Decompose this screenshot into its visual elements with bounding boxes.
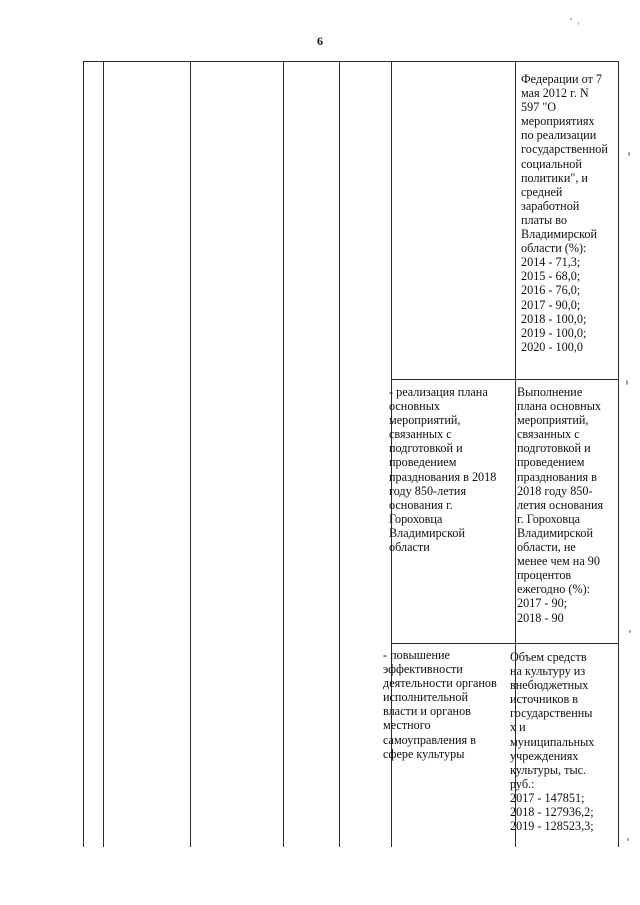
scan-speck [629,630,631,633]
scan-speck [628,152,630,156]
scan-speck [578,22,579,25]
column-divider-2 [190,61,191,847]
table-cell-task-row-3: - повышение эффективности деятельности органов исполнительной власти и органов местного самоуправления в сфере культуры [383,648,497,761]
row-divider-1 [391,379,619,380]
column-divider-3 [283,61,284,847]
scan-speck [626,380,628,385]
table-cell-indicator-row-2: Выполнение плана основных мероприятий, связанных с подготовкой и проведением празднования в 2018 году 850- летия основания г. Гороховца Владимирской области, не менее чем на 90 процентов ежегодно (%): 2017 - 90; 2018 - 90 [517,385,604,625]
scan-speck [570,18,572,20]
table-cell-indicator-row-1: Федерации от 7 мая 2012 г. N 597 "О мероприятиях по реализации государственной социальной политики", и средней заработной платы во Владимирской области (%): 2014 - 71,3; 2015 - 68,0; 2016 - 76,0; 2017 - 90,0; 2018 - 100,0; 2019 - 100,0; 2020 - 100,0 [521,72,608,354]
column-divider-1 [103,61,104,847]
table-border-left [83,61,84,847]
table-cell-indicator-row-3: Объем средств на культуру из внебюджетных источников в государственны х и муниципальных учреждениях культуры, тыс. руб.: 2017 - 147851; 2018 - 127936,2; 2019 - 128523,3; [510,650,595,834]
page-number: 6 [317,34,323,48]
column-divider-4 [339,61,340,847]
table-cell-task-row-2: - реализация плана основных мероприятий, связанных с подготовкой и проведением празднования в 2018 году 850-летия основания г. Гороховца Владимирской области [389,385,497,555]
table-border-top [83,61,619,62]
table-border-right [618,61,619,847]
row-divider-2 [391,643,619,644]
scan-speck [627,838,629,841]
